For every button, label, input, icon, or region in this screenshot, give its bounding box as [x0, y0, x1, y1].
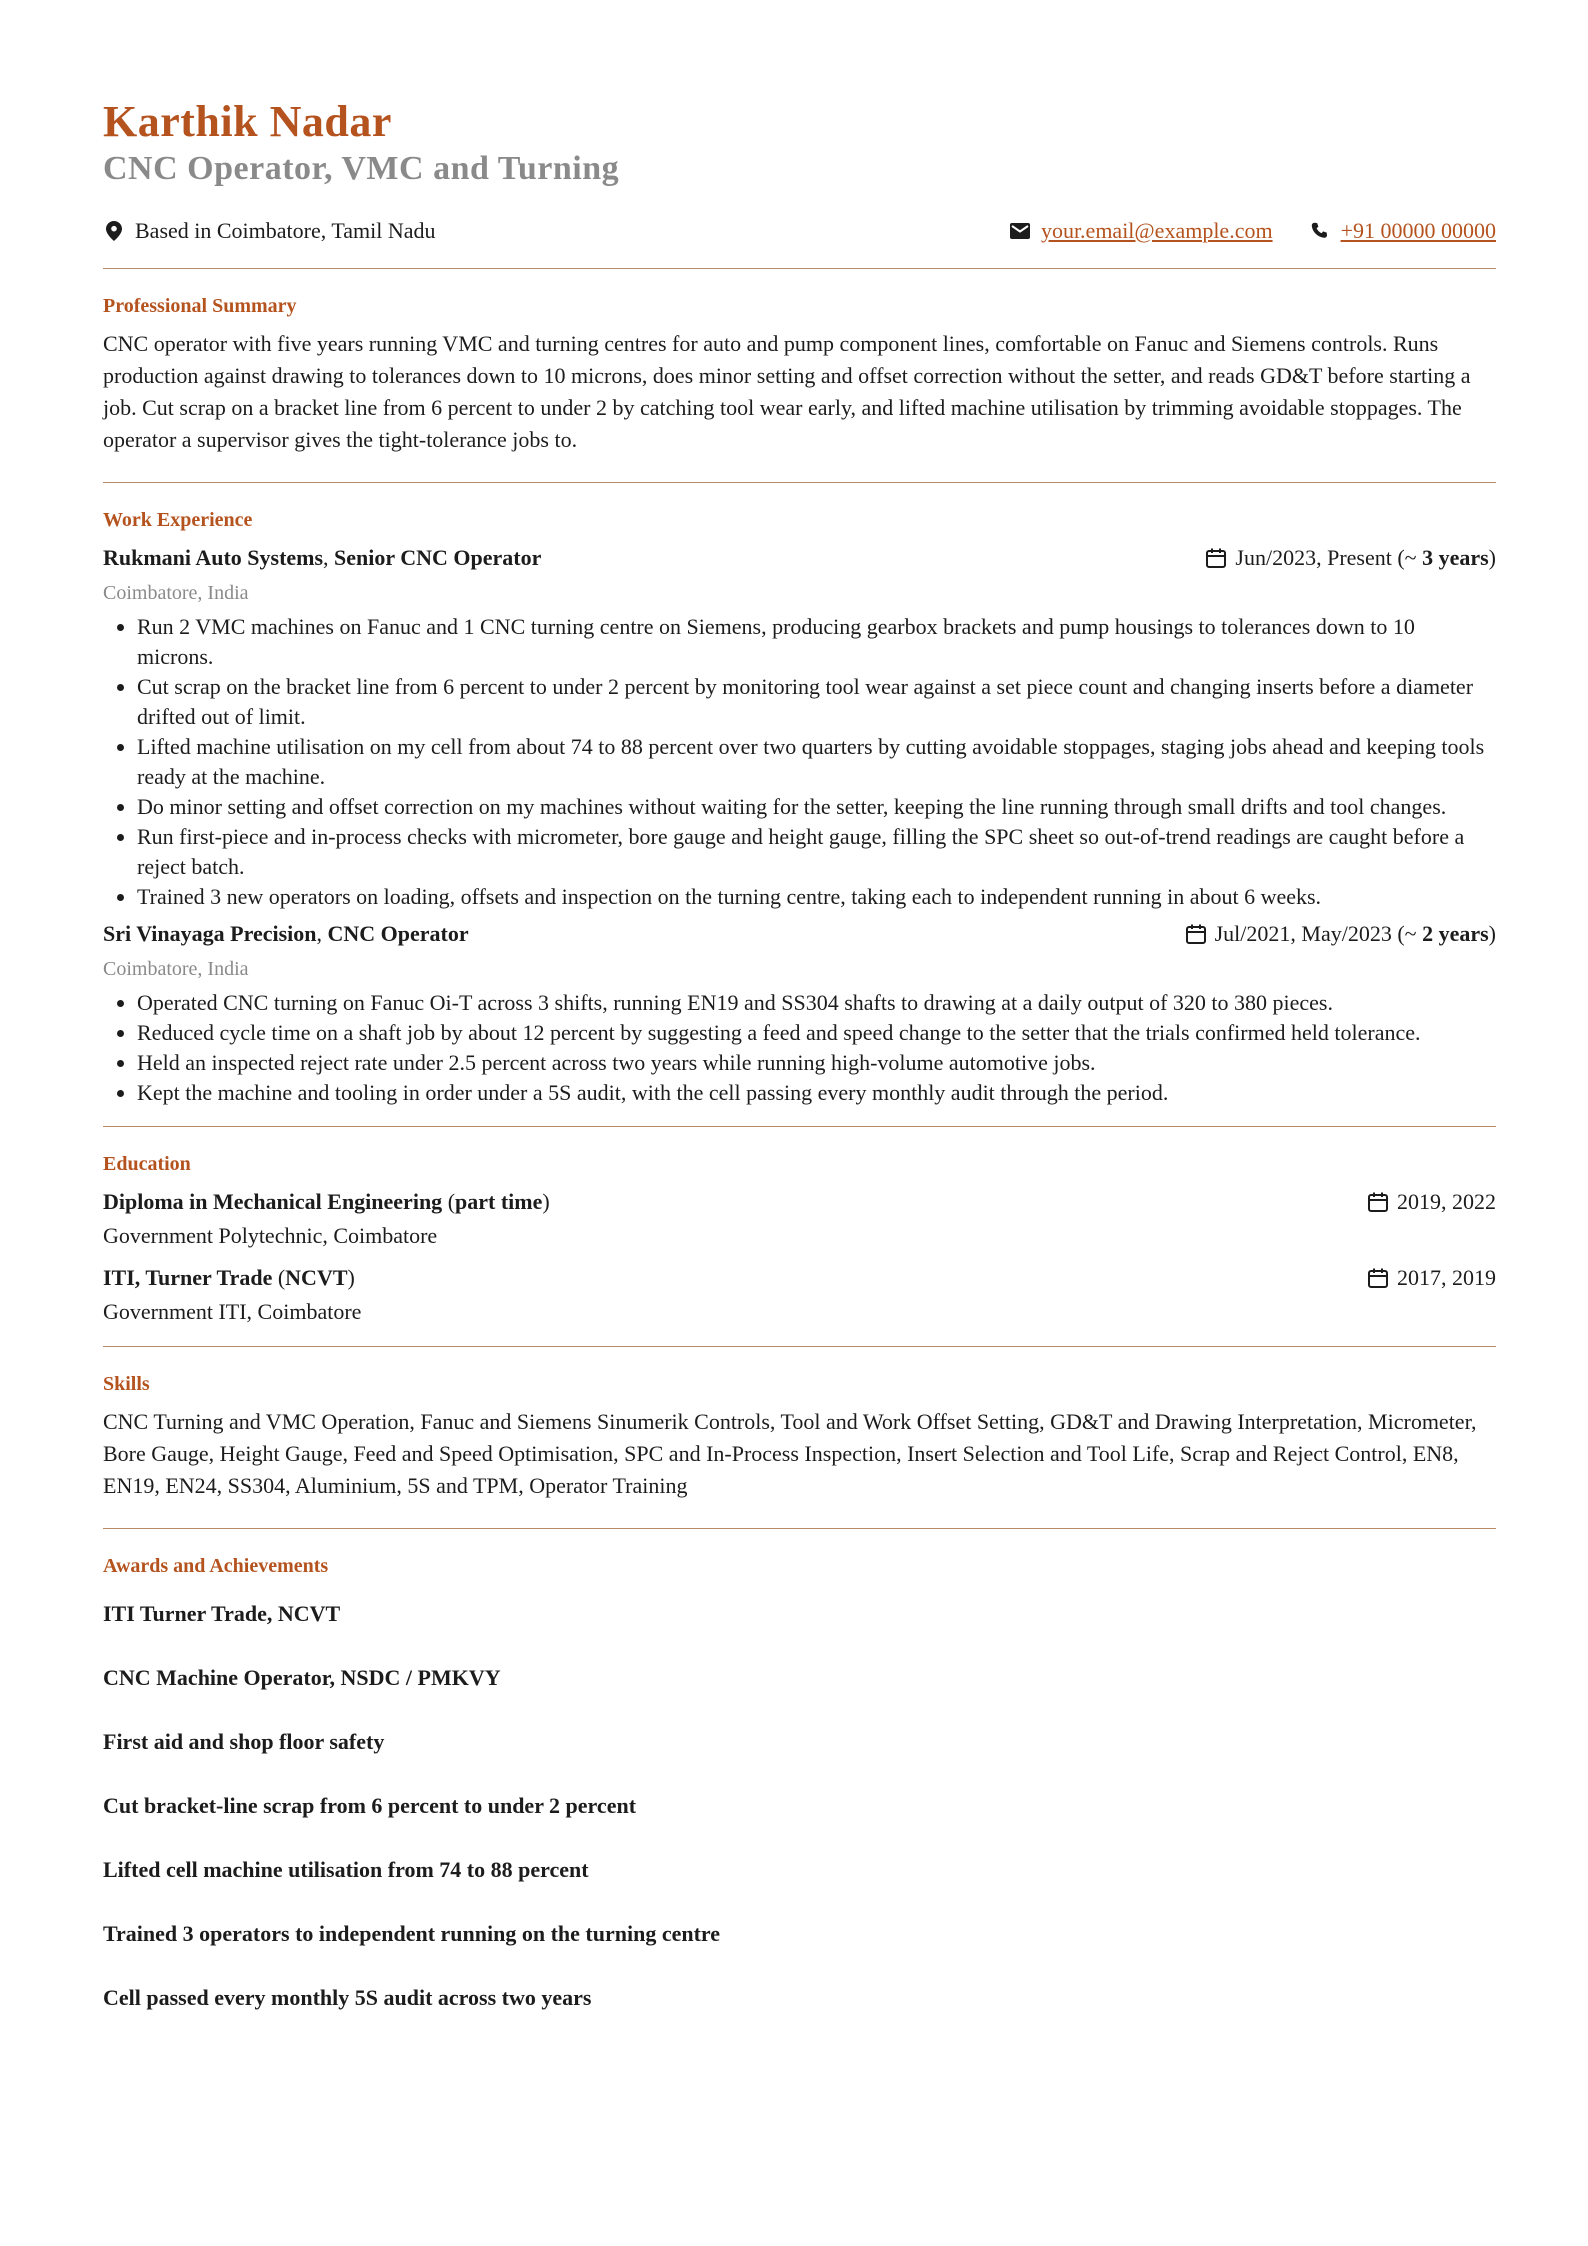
education-institution: Government Polytechnic, Coimbatore: [103, 1222, 438, 1248]
education-date-range: 2019, 2022: [1397, 1188, 1496, 1214]
job-location: Coimbatore, India: [103, 957, 249, 980]
bullet-item: • Operated CNC turning on Fanuc Oi-T across 3 shifts, running EN19 and SS304 shafts to drawing at a daily output of 320 to 380 pieces.: [137, 988, 1496, 1018]
award-item: ITI Turner Trade, NCVT: [103, 1600, 341, 1626]
phone-block: [1309, 218, 1496, 244]
education-title: Education: [103, 1152, 191, 1175]
education-entry: [103, 1186, 1496, 1252]
education-institution: Government ITI, Coimbatore: [103, 1298, 362, 1324]
phone-icon: [1309, 220, 1331, 242]
job-title: Rukmani Auto Systems, Senior CNC Operator: [103, 544, 542, 570]
award-item: Lifted cell machine utilisation from 74 to 88 percent: [103, 1856, 589, 1882]
job-header: [103, 542, 1496, 574]
job-duration: 2 years: [1422, 920, 1489, 946]
candidate-name: Karthik Nadar: [103, 97, 392, 146]
education-dates: [1367, 1186, 1496, 1218]
location-text: Based in Coimbatore, Tamil Nadu: [135, 217, 436, 243]
award-item: Cell passed every monthly 5S audit across two years: [103, 1984, 592, 2010]
job-dates: Jul/2021, May/2023 (~ 2 years): [1185, 918, 1496, 950]
education-degree-suffix: part time: [455, 1188, 543, 1214]
location-block: [103, 218, 436, 244]
calendar-icon: [1185, 923, 1207, 945]
education-dates: [1367, 1262, 1496, 1294]
calendar-icon: [1205, 547, 1227, 569]
divider: [103, 1346, 1496, 1347]
summary-title: Professional Summary: [103, 294, 297, 317]
award-item: CNC Machine Operator, NSDC / PMKVY: [103, 1664, 501, 1690]
candidate-role: CNC Operator, VMC and Turning: [103, 149, 620, 187]
envelope-icon: [1009, 220, 1031, 242]
education-degree: Diploma in Mechanical Engineering: [103, 1188, 443, 1214]
job-position: Senior CNC Operator: [334, 544, 542, 570]
education-degree-suffix: NCVT: [285, 1264, 348, 1290]
location-pin-icon: [103, 220, 125, 242]
education-header: [103, 1186, 1496, 1218]
bullet-item: • Run 2 VMC machines on Fanuc and 1 CNC turning centre on Siemens, producing gearbox brackets and pump housings to tolerances down to 10 microns.: [137, 612, 1496, 672]
phone-link[interactable]: +91 00000 00000: [1340, 217, 1496, 243]
award-item: Trained 3 operators to independent running on the turning centre: [103, 1920, 721, 1946]
job-bullets: [103, 612, 1496, 912]
job-dates: Jun/2023, Present (~ 3 years): [1205, 542, 1496, 574]
bullet-item: • Do minor setting and offset correction on my machines without waiting for the setter, keeping the line running through small drifts and tool changes.: [137, 792, 1496, 822]
bullet-item: • Cut scrap on the bracket line from 6 percent to under 2 percent by monitoring tool wear against a set piece count and changing inserts before a diameter drifted out of limit.: [137, 672, 1496, 732]
job-title: Sri Vinayaga Precision, CNC Operator: [103, 920, 469, 946]
job-date-range: Jun/2023, Present (~: [1235, 544, 1423, 570]
divider: [103, 482, 1496, 483]
calendar-icon: [1367, 1267, 1389, 1289]
job-entry: [103, 918, 1496, 1108]
bullet-item: • Run first-piece and in-process checks with micrometer, bore gauge and height gauge, filling the SPC sheet so out-of-trend readings are caught before a reject batch.: [137, 822, 1496, 882]
awards-title: Awards and Achievements: [103, 1554, 329, 1577]
job-date-range: Jul/2021, May/2023 (~: [1214, 920, 1423, 946]
job-company: Rukmani Auto Systems: [103, 544, 324, 570]
bullet-item: • Lifted machine utilisation on my cell from about 74 to 88 percent over two quarters by cutting avoidable stoppages, staging jobs ahead and keeping tools ready at the machine.: [137, 732, 1496, 792]
bullet-item: • Reduced cycle time on a shaft job by about 12 percent by suggesting a feed and speed change to the setter that the trials confirmed held tolerance.: [137, 1018, 1496, 1048]
contact-links: [983, 218, 1496, 244]
job-entry: [103, 542, 1496, 912]
education-degree: ITI, Turner Trade: [103, 1264, 273, 1290]
bullet-item: • Kept the machine and tooling in order under a 5S audit, with the cell passing every monthly audit through the period.: [137, 1078, 1496, 1108]
education-entry: [103, 1262, 1496, 1328]
divider: [103, 1126, 1496, 1127]
job-position: CNC Operator: [327, 920, 469, 946]
job-header: [103, 918, 1496, 950]
award-item: Cut bracket-line scrap from 6 percent to under 2 percent: [103, 1792, 637, 1818]
contact-row: [103, 218, 1496, 244]
education-degree-line: Diploma in Mechanical Engineering (part time): [103, 1188, 550, 1214]
resume-page: [103, 96, 1496, 2046]
awards-list: [103, 1598, 1496, 2014]
award-item: First aid and shop floor safety: [103, 1728, 385, 1754]
bullet-item: • Held an inspected reject rate under 2.5 percent across two years while running high-volume automotive jobs.: [137, 1048, 1496, 1078]
education-header: [103, 1262, 1496, 1294]
education-date-range: 2017, 2019: [1397, 1264, 1496, 1290]
skills-title: Skills: [103, 1372, 150, 1395]
email-link[interactable]: your.email@example.com: [1040, 217, 1273, 243]
job-bullets: [103, 988, 1496, 1108]
divider: [103, 268, 1496, 269]
job-duration: 3 years: [1422, 544, 1489, 570]
education-degree-line: ITI, Turner Trade (NCVT): [103, 1264, 355, 1290]
bullet-item: • Trained 3 new operators on loading, offsets and inspection on the turning centre, taking each to independent running in about 6 weeks.: [137, 882, 1496, 912]
email-block: [1009, 218, 1273, 244]
skills-text: CNC Turning and VMC Operation, Fanuc and Siemens Sinumerik Controls, Tool and Work Offset Setting, GD&T and Drawing Interpretation, Micrometer, Bore Gauge, Height Gauge, Feed and Speed Optimisation, SPC and In-Process Inspection, Insert Selection and Tool Life, Scrap and Reject Control, EN8, EN19, EN24, SS304, Aluminium, 5S and TPM, Operator Training: [103, 1408, 1477, 1498]
divider: [103, 1528, 1496, 1529]
summary-text: CNC operator with five years running VMC and turning centres for auto and pump component lines, comfortable on Fanuc and Siemens controls. Runs production against drawing to tolerances down to 10 microns, does minor setting and offset correction without the setter, and reads GD&T before starting a job. Cut scrap on a bracket line from 6 percent to under 2 by catching tool wear early, and lifted machine utilisation by trimming avoidable stoppages. The operator a supervisor gives the tight-tolerance jobs to.: [103, 330, 1471, 452]
calendar-icon: [1367, 1191, 1389, 1213]
job-company: Sri Vinayaga Precision: [103, 920, 317, 946]
job-location: Coimbatore, India: [103, 581, 249, 604]
experience-title: Work Experience: [103, 508, 253, 531]
